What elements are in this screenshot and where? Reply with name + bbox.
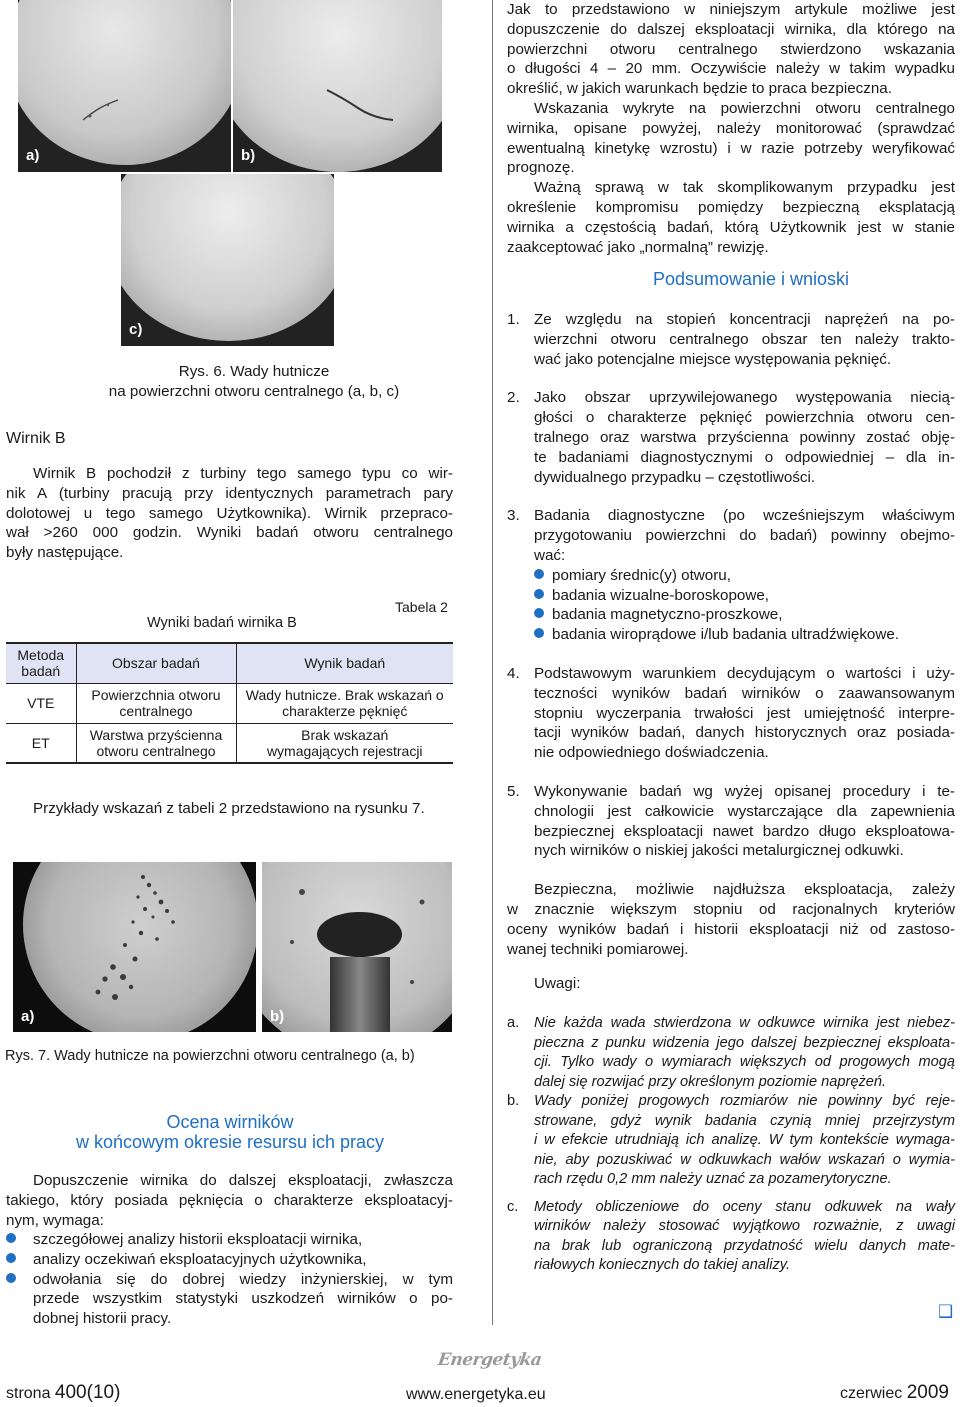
table-number: Tabela 2 (395, 599, 448, 615)
summary-item: 3. Badania diagnostyczne (po wcześniejszym właściwym przygotowaniu powierzchni do badań) powinny obejmo- wać: pomiary średnic(y) otworu, badania wizualne-boroskopowe, badania magnetyczno-proszkowe, badania wiroprądowe i/lub badania ultradźwiękowe. (507, 507, 955, 644)
summary-item: 4. Podstawowym warunkiem decydującym o wartości i uży- teczności wyników badań wirników o zaawansowanym stopniu wyczerpania trwałości jest umiejętność interpre- tacji wyników badań, danych historycznych oraz posiada- nie odpowiedniego doświadczenia. (507, 664, 955, 762)
footer-page: strona 400(10) (6, 1382, 121, 1403)
summary-closing: Bezpieczna, możliwie najdłuższa eksploatacja, zależy w znacznie większym stopniu od racjonalnych kryteriów oceny wyników badań i historii eksploatacji niż od zastoso- wanej techniki pomiarowej. (507, 881, 955, 958)
fig6-label-b: b) (241, 147, 256, 164)
list-item: badania magnetyczno-proszkowe, (534, 605, 955, 625)
list-item: badania wiroprądowe i/lub badania ultradźwiękowe. (534, 625, 955, 645)
header-result: Wynik badań (236, 643, 453, 683)
wirnik-b-paragraph: Wirnik B pochodził z turbiny tego samego typu co wir- nik A (turbiny pracują przy identycznych parametrach pary dolotowej u tego samego Użytkownika). Wirnik przepraco- wał >260 000 godzin. Wyniki badań otworu centralnego były następujące. (6, 465, 453, 562)
table-title: Wyniki badań wirnika B (147, 615, 297, 631)
summary-item: 1. Ze względu na stopień koncentracji naprężeń na po- wierzchni otworu centralnego obszar ten należy trakto- wać jako potencjalne miejsce występowania pęknięć. (507, 311, 955, 368)
fig7-label-a: a) (21, 1008, 35, 1025)
note-item: b. Wady poniżej progowych rozmiarów nie powinny być reje- strowane, gdyż wynik badania czynią mniej przejrzystym i w efekcie utrudniają ich analizę. W tym kontekście wymaga- nie, aby pozuskiwać w odkuwkach wałów wskazań o wymia- rach rzędu 0,2 mm należy uznać za pozamerytoryczne. (507, 1093, 955, 1187)
end-of-article-icon: ❑ (938, 1302, 954, 1322)
summary-heading: Podsumowanie i wnioski (652, 269, 850, 289)
bullet-icon (534, 569, 544, 579)
fig6-photo-a (18, 0, 231, 172)
fig7-photo-b (262, 862, 452, 1032)
fig7-intro-text: Przykłady wskazań z tabeli 2 przedstawiono na rysunku 7. (33, 800, 425, 817)
ocena-heading: Ocena wirników w końcowym okresie resursu ich pracy (75, 1112, 385, 1152)
fig7-photo-a (13, 862, 256, 1032)
bullet-icon (6, 1233, 16, 1243)
fig7-label-b: b) (270, 1008, 285, 1025)
inclusion-marks (83, 867, 213, 1017)
table-row: ET Warstwa przyścienna otworu centralnego Brak wskazań wymagających rejestracji (6, 723, 453, 763)
header-area: Obszar badań (76, 643, 236, 683)
footer-url[interactable]: www.energetyka.eu (406, 1386, 546, 1403)
fig6-label-a: a) (26, 147, 40, 164)
ocena-bullet-list: szczegółowej analizy historii eksploatacji wirnika, analizy oczekiwań eksploatacyjnych użytkownika, odwołania się do dobrej wiedzy inżynierskiej, w tym przede wszystkim statystyki uszkodzeń wirników o po- dobnej historii pracy. (6, 1230, 453, 1329)
note-item: c. Metody obliczeniowe do oceny stanu odkuwek na wały wirników należy stosować wyjątkowo rozważnie, z uwagi na brak lub ograniczoną przydatność wielu danych mate- riałowych koniecznych do takiej analizy. (507, 1198, 955, 1273)
column-divider (492, 0, 493, 1325)
bullet-icon (534, 608, 544, 618)
note-item: a. Nie każda wada stwierdzona w odkuwce wirnika jest niebez- pieczna z punku widzenia jego dalszej bezpiecznej eksploata- cji. Tylko wady o wymiarach większych od progowych mogą dalej się rozwijać przy określonym poziomie naprężeń. (507, 1015, 955, 1090)
list-item: odwołania się do dobrej wiedzy inżynierskiej, w tym (6, 1270, 453, 1290)
results-table (6, 642, 453, 764)
summary-list (507, 310, 955, 959)
fig6-photo-c (121, 174, 334, 346)
summary-item: 5. Wykonywanie badań wg wyżej opisanej procedury i te- chnologii jest całkowicie wystarczające dla zapewnienia bezpiecznej eksploatacji nawet bardzo długo eksploatowa- nych wirników o niskiej jakości metalurgicznej odkuwki. (507, 782, 955, 860)
fig6-label-c: c) (129, 321, 143, 338)
crack-mark (323, 80, 403, 130)
footer-date: czerwiec 2009 (840, 1382, 949, 1403)
notes-list (507, 1014, 955, 1276)
publication-logo: Energetyka (436, 1350, 543, 1370)
list-item: badania wizualne-boroskopowe, (534, 586, 955, 606)
fig7-caption: Rys. 7. Wady hutnicze na powierzchni otworu centralnego (a, b) (5, 1048, 415, 1064)
list-item: analizy oczekiwań eksploatacyjnych użytkownika, (6, 1250, 453, 1270)
list-item: pomiary średnic(y) otworu, (534, 566, 955, 586)
defect-mark (78, 90, 138, 130)
bullet-icon (6, 1273, 16, 1283)
pit-marks (272, 872, 442, 1022)
fig6-caption: Rys. 6. Wady hutnicze na powierzchni otworu centralnego (a, b, c) (108, 363, 400, 400)
bullet-icon (6, 1253, 16, 1263)
bullet-icon (534, 589, 544, 599)
table-header-row (6, 643, 453, 683)
bullet-icon (534, 628, 544, 638)
fig6-photo-b (233, 0, 442, 172)
table-row: VTE Powierzchnia otworu centralnego Wady hutnicze. Brak wskazań o charakterze pęknięć (6, 683, 453, 723)
summary-item: 2. Jako obszar uprzywilejowanego występowania niecią- głości o charakterze pęknięć powierzchnia otworu cen- tralnego oraz warstwa przyścienna powinny zostać obję- te badaniami diagnostycznymi o odpowiedniej – dla in- dywidualnego przypadku – częstotliwości. (507, 389, 955, 486)
conclusion-paragraphs: Jak to przedstawiono w niniejszym artykule możliwe jest dopuszczenie do dalszej eksploatacji wirnika, dla którego na powierzchni otworu centralnego stwierdzono wskazania o długości 4 – 20 mm. Oczywiście należy w takim wypadku określić, w jakich warunkach będzie to praca bezpieczna. Wskazania wykryte na powierzchni otworu centralnego wirnika, opisane powyżej, należy monitorować (sprawdzać ewentualną kinetykę wzrostu) i w razie potrzeby weryfikować prognozę. Ważną sprawą w tak skomplikowanym przypadku jest określenie kompromisu pomiędzy bezpieczną eksplatacją wirnika a częstością badań, którą Użytkownik jest w stanie zaakceptować jako „normalną” rewizję. (507, 1, 955, 256)
ocena-intro: Dopuszczenie wirnika do dalszej eksploatacji, zwłaszcza takiego, który posiada pęknięcia o charakterze eksploatacyj- nym, wymaga: (6, 1172, 453, 1229)
notes-heading: Uwagi: (534, 975, 581, 992)
section-heading-wirnik-b: Wirnik B (6, 430, 66, 447)
list-item: szczegółowej analizy historii eksploatacji wirnika, (6, 1230, 453, 1250)
header-method: Metoda badań (6, 643, 76, 683)
